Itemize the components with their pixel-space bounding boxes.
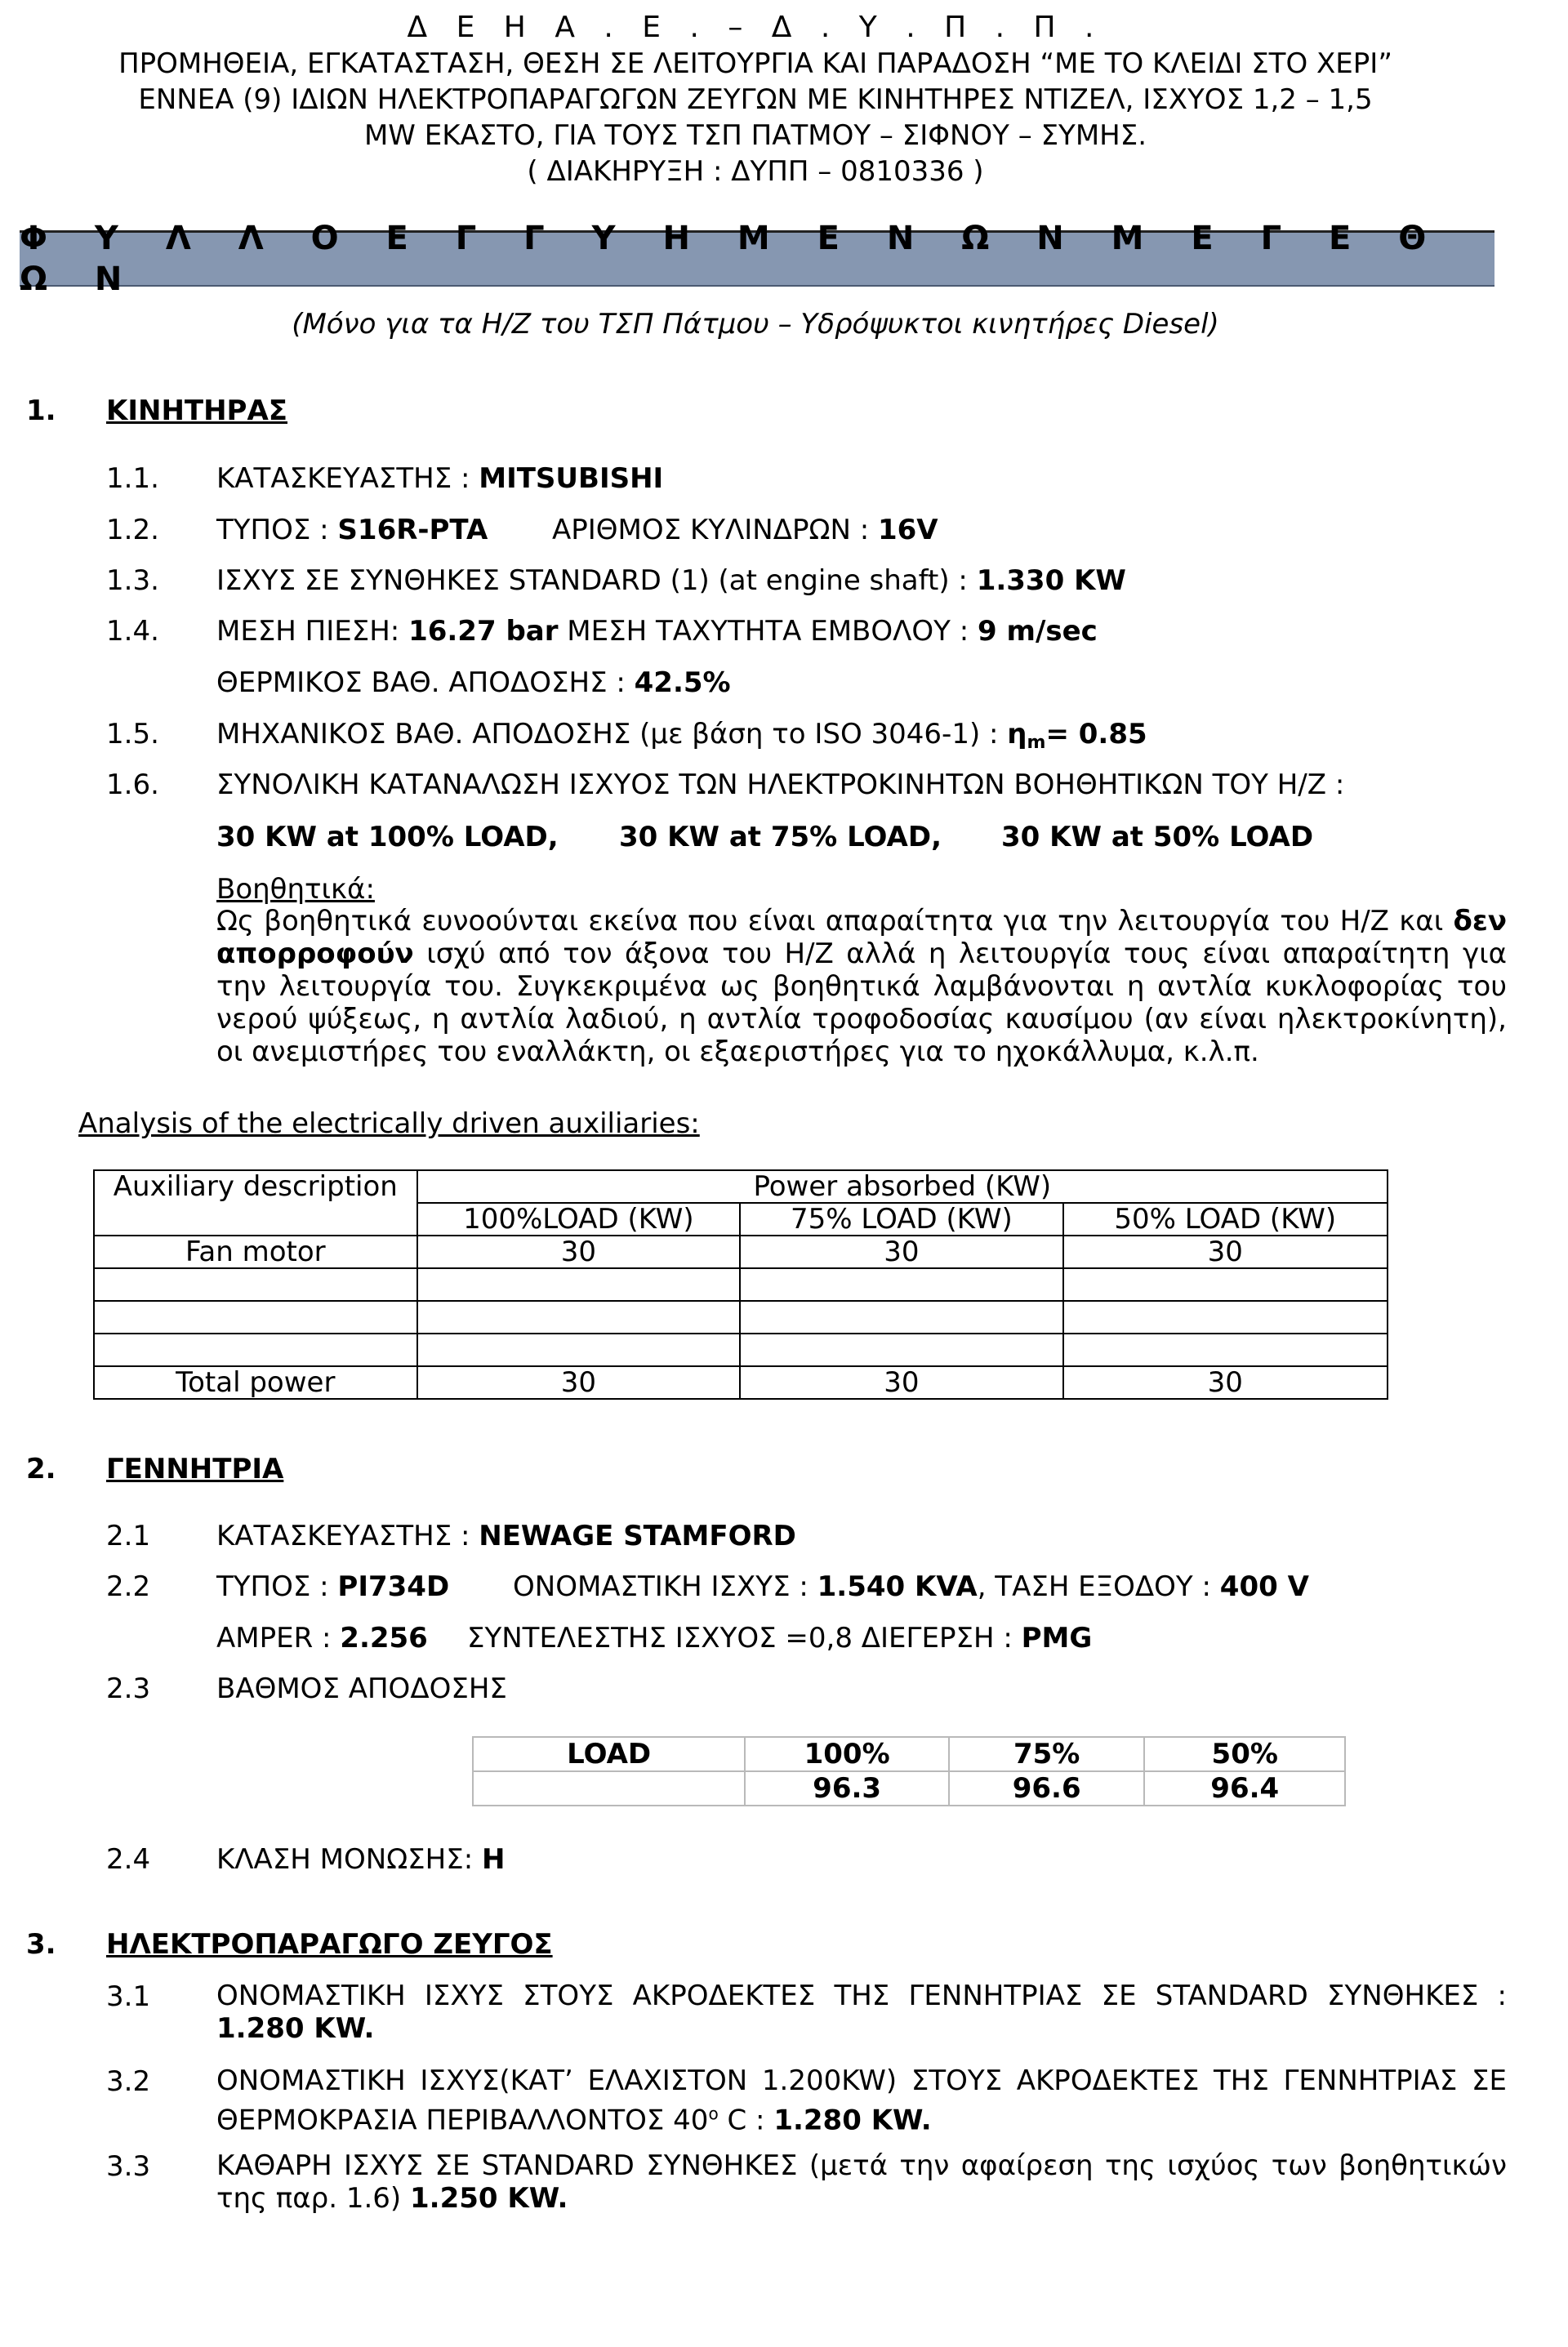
aux-text-bold: δεν απορροφούν bbox=[216, 905, 1507, 970]
label: ΟΝΟΜΑΣΤΙΚΗ ΙΣΧΥΣ : bbox=[513, 1570, 817, 1603]
cell bbox=[1063, 1334, 1388, 1366]
label: ΘΕΡΜΙΚΟΣ ΒΑΘ. ΑΠΟΔΟΣΗΣ : bbox=[216, 666, 635, 699]
amper-value: 2.256 bbox=[340, 1622, 428, 1654]
cell: LOAD bbox=[473, 1737, 745, 1771]
section-1-title: ΚΙΝΗΤΗΡΑΣ bbox=[106, 394, 288, 427]
item-1-6-label: ΣΥΝΟΛΙΚΗ ΚΑΤΑΝΑΛΩΣΗ ΙΣΧΥΟΣ ΤΩΝ ΗΛΕΚΤΡΟΚΙΝΗΤΩΝ ΒΟΗΘΗΤΙΚΩΝ ΤΟΥ Η/Ζ : bbox=[216, 768, 1345, 801]
cell: 96.6 bbox=[949, 1771, 1145, 1806]
item-3-3 bbox=[216, 2149, 1507, 2215]
label: C : bbox=[718, 2104, 774, 2137]
section-2-number: 2. bbox=[26, 1453, 56, 1485]
table-total-row bbox=[94, 1366, 1388, 1399]
cell: 30 bbox=[1063, 1366, 1388, 1399]
item-2-2-amper bbox=[216, 1621, 428, 1656]
cell: Fan motor bbox=[94, 1236, 417, 1268]
document-header bbox=[0, 10, 1511, 189]
label: ΜΕΣΗ ΤΑΧΥΤΗΤΑ ΕΜΒΟΛΟΥ : bbox=[558, 615, 978, 648]
label: ΣΥΝΤΕΛΕΣΤΗΣ ΙΣΧΥΟΣ =0,8 ΔΙΕΓΕΡΣΗ : bbox=[467, 1622, 1022, 1654]
cell: 30 bbox=[1063, 1236, 1388, 1268]
aux-table bbox=[93, 1169, 1388, 1400]
item-1-1-number: 1.1. bbox=[106, 462, 159, 495]
cell bbox=[94, 1334, 417, 1366]
label: ΤΥΠΟΣ : bbox=[216, 1570, 338, 1603]
cell bbox=[94, 1301, 417, 1334]
item-1-4-number: 1.4. bbox=[106, 615, 159, 648]
header-line-5: ( ΔΙΑΚΗΡΥΞΗ : ΔΥΠΠ – 0810336 ) bbox=[527, 155, 984, 188]
item-2-2-pf bbox=[467, 1621, 1092, 1656]
table-header-row bbox=[94, 1170, 1388, 1203]
cell: 30 bbox=[417, 1236, 741, 1268]
subcol-75: 75% LOAD (KW) bbox=[740, 1203, 1062, 1236]
cell: 30 bbox=[740, 1366, 1062, 1399]
item-2-1 bbox=[216, 1519, 796, 1554]
cell: 50% bbox=[1144, 1737, 1345, 1771]
item-2-4 bbox=[216, 1842, 505, 1877]
cell: Total power bbox=[94, 1366, 417, 1399]
label: ΜΕΣΗ ΠΙΕΣΗ: bbox=[216, 615, 409, 648]
piston-speed: 9 m/sec bbox=[978, 615, 1098, 648]
item-2-4-number: 2.4 bbox=[106, 1843, 151, 1876]
item-1-6-number: 1.6. bbox=[106, 768, 159, 801]
table-row bbox=[94, 1301, 1388, 1334]
table-row bbox=[94, 1268, 1388, 1301]
insulation-class: H bbox=[481, 1843, 506, 1876]
item-2-2-number: 2.2 bbox=[106, 1570, 151, 1603]
item-1-2-cylinders bbox=[552, 513, 938, 548]
subcol-50: 50% LOAD (KW) bbox=[1063, 1203, 1388, 1236]
item-2-3-label: ΒΑΘΜΟΣ ΑΠΟΔΟΣΗΣ bbox=[216, 1672, 507, 1705]
header-line-1: Δ Ε Η Α . Ε . – Δ . Υ . Π . Π . bbox=[407, 11, 1104, 44]
label: ΚΑΤΑΣΚΕΥΑΣΤΗΣ : bbox=[216, 1520, 479, 1552]
net-power: 1.250 KW. bbox=[410, 2182, 568, 2215]
aux-text-2: ισχύ από τον άξονα του Η/Ζ αλλά η λειτουργία τους είναι απαραίτητη για την λειτουργία του. Συγκεκριμένα ως βοηθητικά λαμβάνονται η αντλία κυκλοφορίας του νερού ψύξεως, η αντλία λαδιού, η αντλία τροφοδοσίας καυσίμου (αν είναι ηλεκτροκίνητη), οι ανεμιστήρες του εναλλάκτη, οι εξαεριστήρες για το ηχοκάλλυμα, κ.λ.π. bbox=[216, 937, 1507, 1068]
item-2-3-number: 2.3 bbox=[106, 1672, 151, 1705]
load-50: 30 KW at 50% LOAD bbox=[1001, 821, 1314, 853]
item-3-1-number: 3.1 bbox=[106, 1980, 151, 2013]
rated-power: 1.540 KVA bbox=[817, 1570, 978, 1603]
cell bbox=[740, 1301, 1062, 1334]
cell bbox=[417, 1334, 741, 1366]
degree-sign: ο bbox=[708, 2104, 719, 2123]
aux-heading: Βοηθητικά: bbox=[216, 873, 375, 906]
banner-title: Φ Υ Λ Λ Ο Ε Γ Γ Υ Η Μ Ε Ν Ω Ν Μ Ε Γ Ε Θ Ω Ν bbox=[20, 220, 1445, 298]
label: ΚΑΤΑΣΚΕΥΑΣΤΗΣ : bbox=[216, 462, 479, 495]
load-100: 30 KW at 100% LOAD, bbox=[216, 821, 559, 853]
subcol-100: 100%LOAD (KW) bbox=[417, 1203, 741, 1236]
engine-power: 1.330 KW bbox=[976, 564, 1126, 597]
output-voltage: 400 V bbox=[1219, 1570, 1309, 1603]
col-power-header: Power absorbed (KW) bbox=[417, 1170, 1388, 1203]
item-1-5-number: 1.5. bbox=[106, 718, 159, 750]
col-desc-header: Auxiliary description bbox=[94, 1170, 417, 1236]
cell: 96.3 bbox=[745, 1771, 949, 1806]
section-1-number: 1. bbox=[26, 394, 56, 427]
generator-type: PI734D bbox=[337, 1570, 450, 1603]
item-2-2-rating bbox=[513, 1570, 1309, 1605]
cell: 96.4 bbox=[1144, 1771, 1345, 1806]
mean-pressure: 16.27 bar bbox=[408, 615, 559, 648]
load-75: 30 KW at 75% LOAD, bbox=[619, 821, 942, 853]
aux-text-1: Ως βοηθητικά ευνοούνται εκείνα που είναι απαραίτητα για την λειτουργία του Η/Ζ και bbox=[216, 905, 1454, 937]
table-header-row bbox=[473, 1737, 1345, 1771]
item-3-2 bbox=[216, 2064, 1507, 2136]
item-3-3-number: 3.3 bbox=[106, 2150, 151, 2183]
cell bbox=[740, 1334, 1062, 1366]
analysis-title: Analysis of the electrically driven auxiliaries: bbox=[78, 1107, 700, 1140]
header-line-4: MW ΕΚΑΣΤΟ, ΓΙΑ ΤΟΥΣ ΤΣΠ ΠΑΤΜΟΥ – ΣΙΦΝΟΥ – ΣΥΜΗΣ. bbox=[363, 119, 1147, 152]
mechanical-efficiency: = 0.85 bbox=[1045, 718, 1147, 750]
item-1-2 bbox=[216, 513, 488, 548]
label: ΤΥΠΟΣ : bbox=[216, 514, 338, 546]
section-3-title: ΗΛΕΚΤΡΟΠΑΡΑΓΩΓΟ ΖΕΥΓΟΣ bbox=[106, 1928, 553, 1961]
item-3-1 bbox=[216, 1980, 1507, 2045]
label: ΙΣΧΥΣ ΣΕ ΣΥΝΘΗΚΕΣ STANDARD (1) (at engine shaft) : bbox=[216, 564, 977, 597]
cell: 75% bbox=[949, 1737, 1145, 1771]
cell bbox=[1063, 1268, 1388, 1301]
item-1-5 bbox=[216, 717, 1147, 755]
cell bbox=[1063, 1301, 1388, 1334]
label: AMPER : bbox=[216, 1622, 341, 1654]
title-banner bbox=[20, 220, 1494, 298]
label: ΑΡΙΘΜΟΣ ΚΥΛΙΝΔΡΩΝ : bbox=[552, 514, 878, 546]
cell bbox=[417, 1301, 741, 1334]
header-line-2: ΠΡΟΜΗΘΕΙΑ, ΕΓΚΑΤΑΣΤΑΣΗ, ΘΕΣΗ ΣΕ ΛΕΙΤΟΥΡΓΙΑ ΚΑΙ ΠΑΡΑΔΟΣΗ “ΜΕ ΤΟ ΚΛΕΙΔΙ ΣΤΟ ΧΕΡΙ” bbox=[118, 47, 1392, 80]
item-1-3 bbox=[216, 563, 1126, 599]
section-2-title: ΓΕΝΝΗΤΡΙΑ bbox=[106, 1453, 284, 1485]
subtitle: (Μόνο για τα Η/Ζ του ΤΣΠ Πάτμου – Υδρόψυκτοι κινητήρες Diesel) bbox=[292, 308, 1219, 341]
cell bbox=[417, 1268, 741, 1301]
item-3-2-number: 3.2 bbox=[106, 2065, 151, 2098]
section-3-number: 3. bbox=[26, 1928, 56, 1961]
engine-manufacturer: MITSUBISHI bbox=[479, 462, 664, 495]
header-line-3: ΕΝΝΕΑ (9) ΙΔΙΩΝ ΗΛΕΚΤΡΟΠΑΡΑΓΩΓΩΝ ΖΕΥΓΩΝ ΜΕ ΚΙΝΗΤΗΡΕΣ ΝΤΙΖΕΛ, ΙΣΧΥΟΣ 1,2 – 1,5 bbox=[138, 83, 1373, 116]
cylinders-value: 16V bbox=[877, 514, 938, 546]
generator-manufacturer: NEWAGE STAMFORD bbox=[479, 1520, 796, 1552]
cell: 30 bbox=[740, 1236, 1062, 1268]
eta-symbol: η bbox=[1007, 718, 1027, 750]
aux-paragraph bbox=[216, 905, 1507, 1068]
label: ΚΛΑΣΗ ΜΟΝΩΣΗΣ: bbox=[216, 1843, 482, 1876]
item-1-2-number: 1.2. bbox=[106, 514, 159, 546]
table-row bbox=[94, 1334, 1388, 1366]
table-row bbox=[94, 1236, 1388, 1268]
excitation-value: PMG bbox=[1021, 1622, 1093, 1654]
item-1-3-number: 1.3. bbox=[106, 564, 159, 597]
rated-power-standard: 1.280 KW. bbox=[216, 2012, 375, 2045]
rated-power-40c: 1.280 KW. bbox=[773, 2104, 932, 2137]
item-2-1-number: 2.1 bbox=[106, 1520, 151, 1552]
thermal-efficiency: 42.5% bbox=[634, 666, 731, 699]
label: , ΤΑΣΗ ΕΞΟΔΟΥ : bbox=[977, 1570, 1220, 1603]
label: ΟΝΟΜΑΣΤΙΚΗ ΙΣΧΥΣ ΣΤΟΥΣ ΑΚΡΟΔΕΚΤΕΣ ΤΗΣ ΓΕΝΝΗΤΡΙΑΣ ΣΕ STANDARD ΣΥΝΘΗΚΕΣ : bbox=[216, 1980, 1507, 2012]
label: ΜΗΧΑΝΙΚΟΣ ΒΑΘ. ΑΠΟΔΟΣΗΣ (με βάση το ISO 3046-1) : bbox=[216, 718, 1008, 750]
label: ΟΝΟΜΑΣΤΙΚΗ ΙΣΧΥΣ(ΚΑΤ’ ΕΛΑΧΙΣΤΟΝ 1.200KW) ΣΤΟΥΣ ΑΚΡΟΔΕΚΤΕΣ ΤΗΣ ΓΕΝΝΗΤΡΙΑΣ ΣΕ ΘΕΡΜΟΚΡΑΣΙΑ ΠΕΡΙΒΑΛΛΟΝΤΟΣ 40 bbox=[216, 2064, 1507, 2137]
table-row bbox=[473, 1771, 1345, 1806]
cell bbox=[473, 1771, 745, 1806]
eta-subscript: m bbox=[1027, 733, 1046, 753]
item-1-4 bbox=[216, 614, 1098, 649]
efficiency-table bbox=[472, 1736, 1346, 1806]
item-1-4-thermal bbox=[216, 666, 731, 701]
engine-type: S16R-PTA bbox=[337, 514, 488, 546]
item-1-1 bbox=[216, 461, 663, 497]
cell: 100% bbox=[745, 1737, 949, 1771]
cell bbox=[740, 1268, 1062, 1301]
item-2-2 bbox=[216, 1570, 449, 1605]
cell bbox=[94, 1268, 417, 1301]
label: ΚΑΘΑΡΗ ΙΣΧΥΣ ΣΕ STANDARD ΣΥΝΘΗΚΕΣ (μετά την αφαίρεση της ισχύος των βοηθητικών της παρ. 1.6) bbox=[216, 2149, 1507, 2215]
cell: 30 bbox=[417, 1366, 741, 1399]
